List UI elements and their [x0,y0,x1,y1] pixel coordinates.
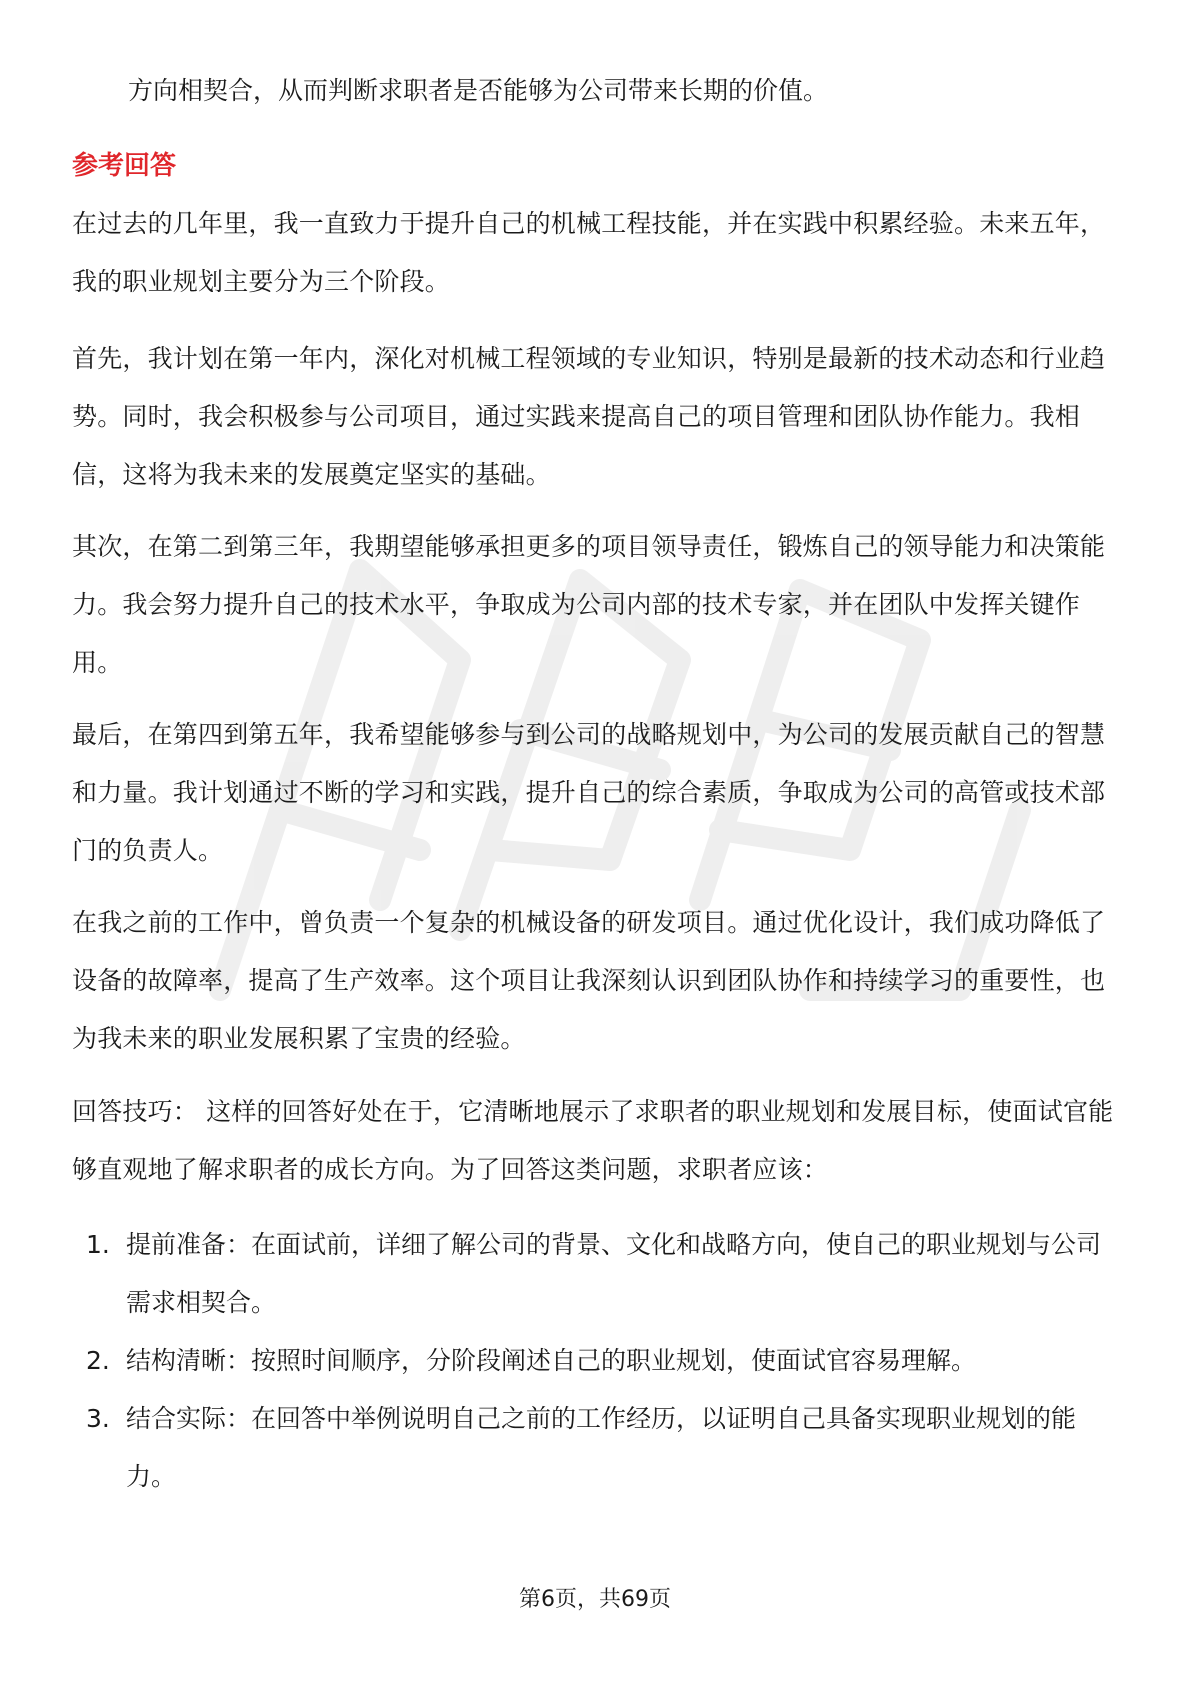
answer-paragraph-1 [72,195,1122,311]
list-item [72,1390,1122,1506]
list-text: 提前准备：在面试前，详细了解公司的背景、文化和战略方向，使自己的职业规划与公司需求相契合。 [126,1230,1102,1317]
list-item [72,1216,1122,1332]
answer-paragraph-2 [72,330,1122,504]
list-text: 结构清晰：按照时间顺序，分阶段阐述自己的职业规划，使面试官容易理解。 [126,1346,977,1375]
paragraph-text: 在过去的几年里，我一直致力于提升自己的机械工程技能，并在实践中积累经验。未来五年，我的职业规划主要分为三个阶段。 [72,209,1106,296]
page-footer: 第6页，共69页 [519,1587,671,1612]
list-number: 1. [86,1230,110,1259]
list-number: 2. [86,1346,110,1375]
answer-paragraph-4 [72,706,1122,880]
answer-paragraph-5 [72,894,1122,1068]
intro-tail: 方向相契合，从而判断求职者是否能够为公司带来长期的价值。 [128,76,829,105]
tips-intro [72,1083,1122,1199]
tips-list [72,1216,1122,1506]
paragraph-text: 在我之前的工作中，曾负责一个复杂的机械设备的研发项目。通过优化设计，我们成功降低了设备的故障率，提高了生产效率。这个项目让我深刻认识到团队协作和持续学习的重要性，也为我未来的职业发展积累了宝贵的经验。 [72,908,1106,1053]
list-item [72,1332,1122,1390]
answer-paragraph-3 [72,518,1122,692]
paragraph-text: 回答技巧： 这样的回答好处在于，它清晰地展示了求职者的职业规划和发展目标，使面试官能够直观地了解求职者的成长方向。为了回答这类问题，求职者应该： [72,1097,1114,1184]
list-text: 结合实际：在回答中举例说明自己之前的工作经历，以证明自己具备实现职业规划的能力。 [126,1404,1077,1491]
paragraph-text: 首先，我计划在第一年内，深化对机械工程领域的专业知识，特别是最新的技术动态和行业趋势。同时，我会积极参与公司项目，通过实践来提高自己的项目管理和团队协作能力。我相信，这将为我未来的发展奠定坚实的基础。 [72,344,1106,489]
paragraph-text: 最后，在第四到第五年，我希望能够参与到公司的战略规划中，为公司的发展贡献自己的智慧和力量。我计划通过不断的学习和实践，提升自己的综合素质，争取成为公司的高管或技术部门的负责人。 [72,720,1106,865]
list-number: 3. [86,1404,110,1433]
section-heading: 参考回答 [72,151,177,181]
paragraph-text: 其次，在第二到第三年，我期望能够承担更多的项目领导责任，锻炼自己的领导能力和决策能力。我会努力提升自己的技术水平，争取成为公司内部的技术专家，并在团队中发挥关键作用。 [72,532,1106,677]
